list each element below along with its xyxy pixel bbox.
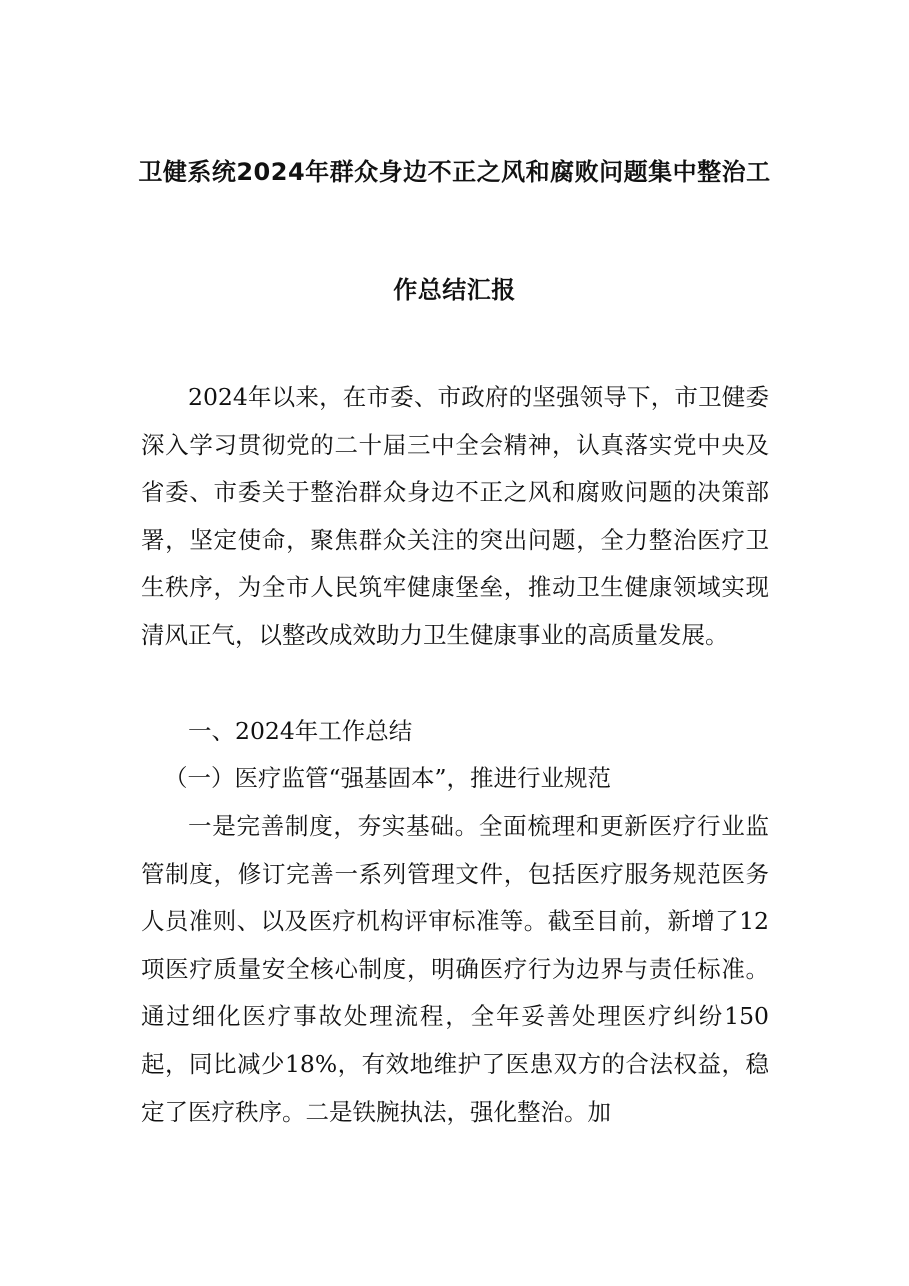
subsection-heading: （一）医疗监管“强基固本”，推进行业规范	[164, 764, 612, 792]
document-title-line-1: 卫健系统2024年群众身边不正之风和腐败问题集中整治工	[138, 158, 771, 186]
body-paragraph: 一是完善制度，夯实基础。全面梳理和更新医疗行业监管制度，修订完善一系列管理文件，包括医疗服务规范医务人员准则、以及医疗机构评审标准等。截至目前，新增了12项医疗质量安全核心制度，明确医疗行为边界与责任标准。通过细化医疗事故处理流程，全年妥善处理医疗纠纷150起，同比减少18%，有效地维护了医患双方的合法权益，稳定了医疗秩序。二是铁腕执法，强化整治。加	[141, 812, 769, 1126]
section-heading: 一、2024年工作总结	[188, 717, 413, 745]
intro-paragraph: 2024年以来，在市委、市政府的坚强领导下，市卫健委深入学习贯彻党的二十届三中全会精神，认真落实党中央及省委、市委关于整治群众身边不正之风和腐败问题的决策部署，坚定使命，聚焦群众关注的突出问题，全力整治医疗卫生秩序，为全市人民筑牢健康堡垒，推动卫生健康领域实现清风正气，以整改成效助力卫生健康事业的高质量发展。	[141, 383, 769, 649]
document-title-line-2: 作总结汇报	[393, 276, 516, 304]
